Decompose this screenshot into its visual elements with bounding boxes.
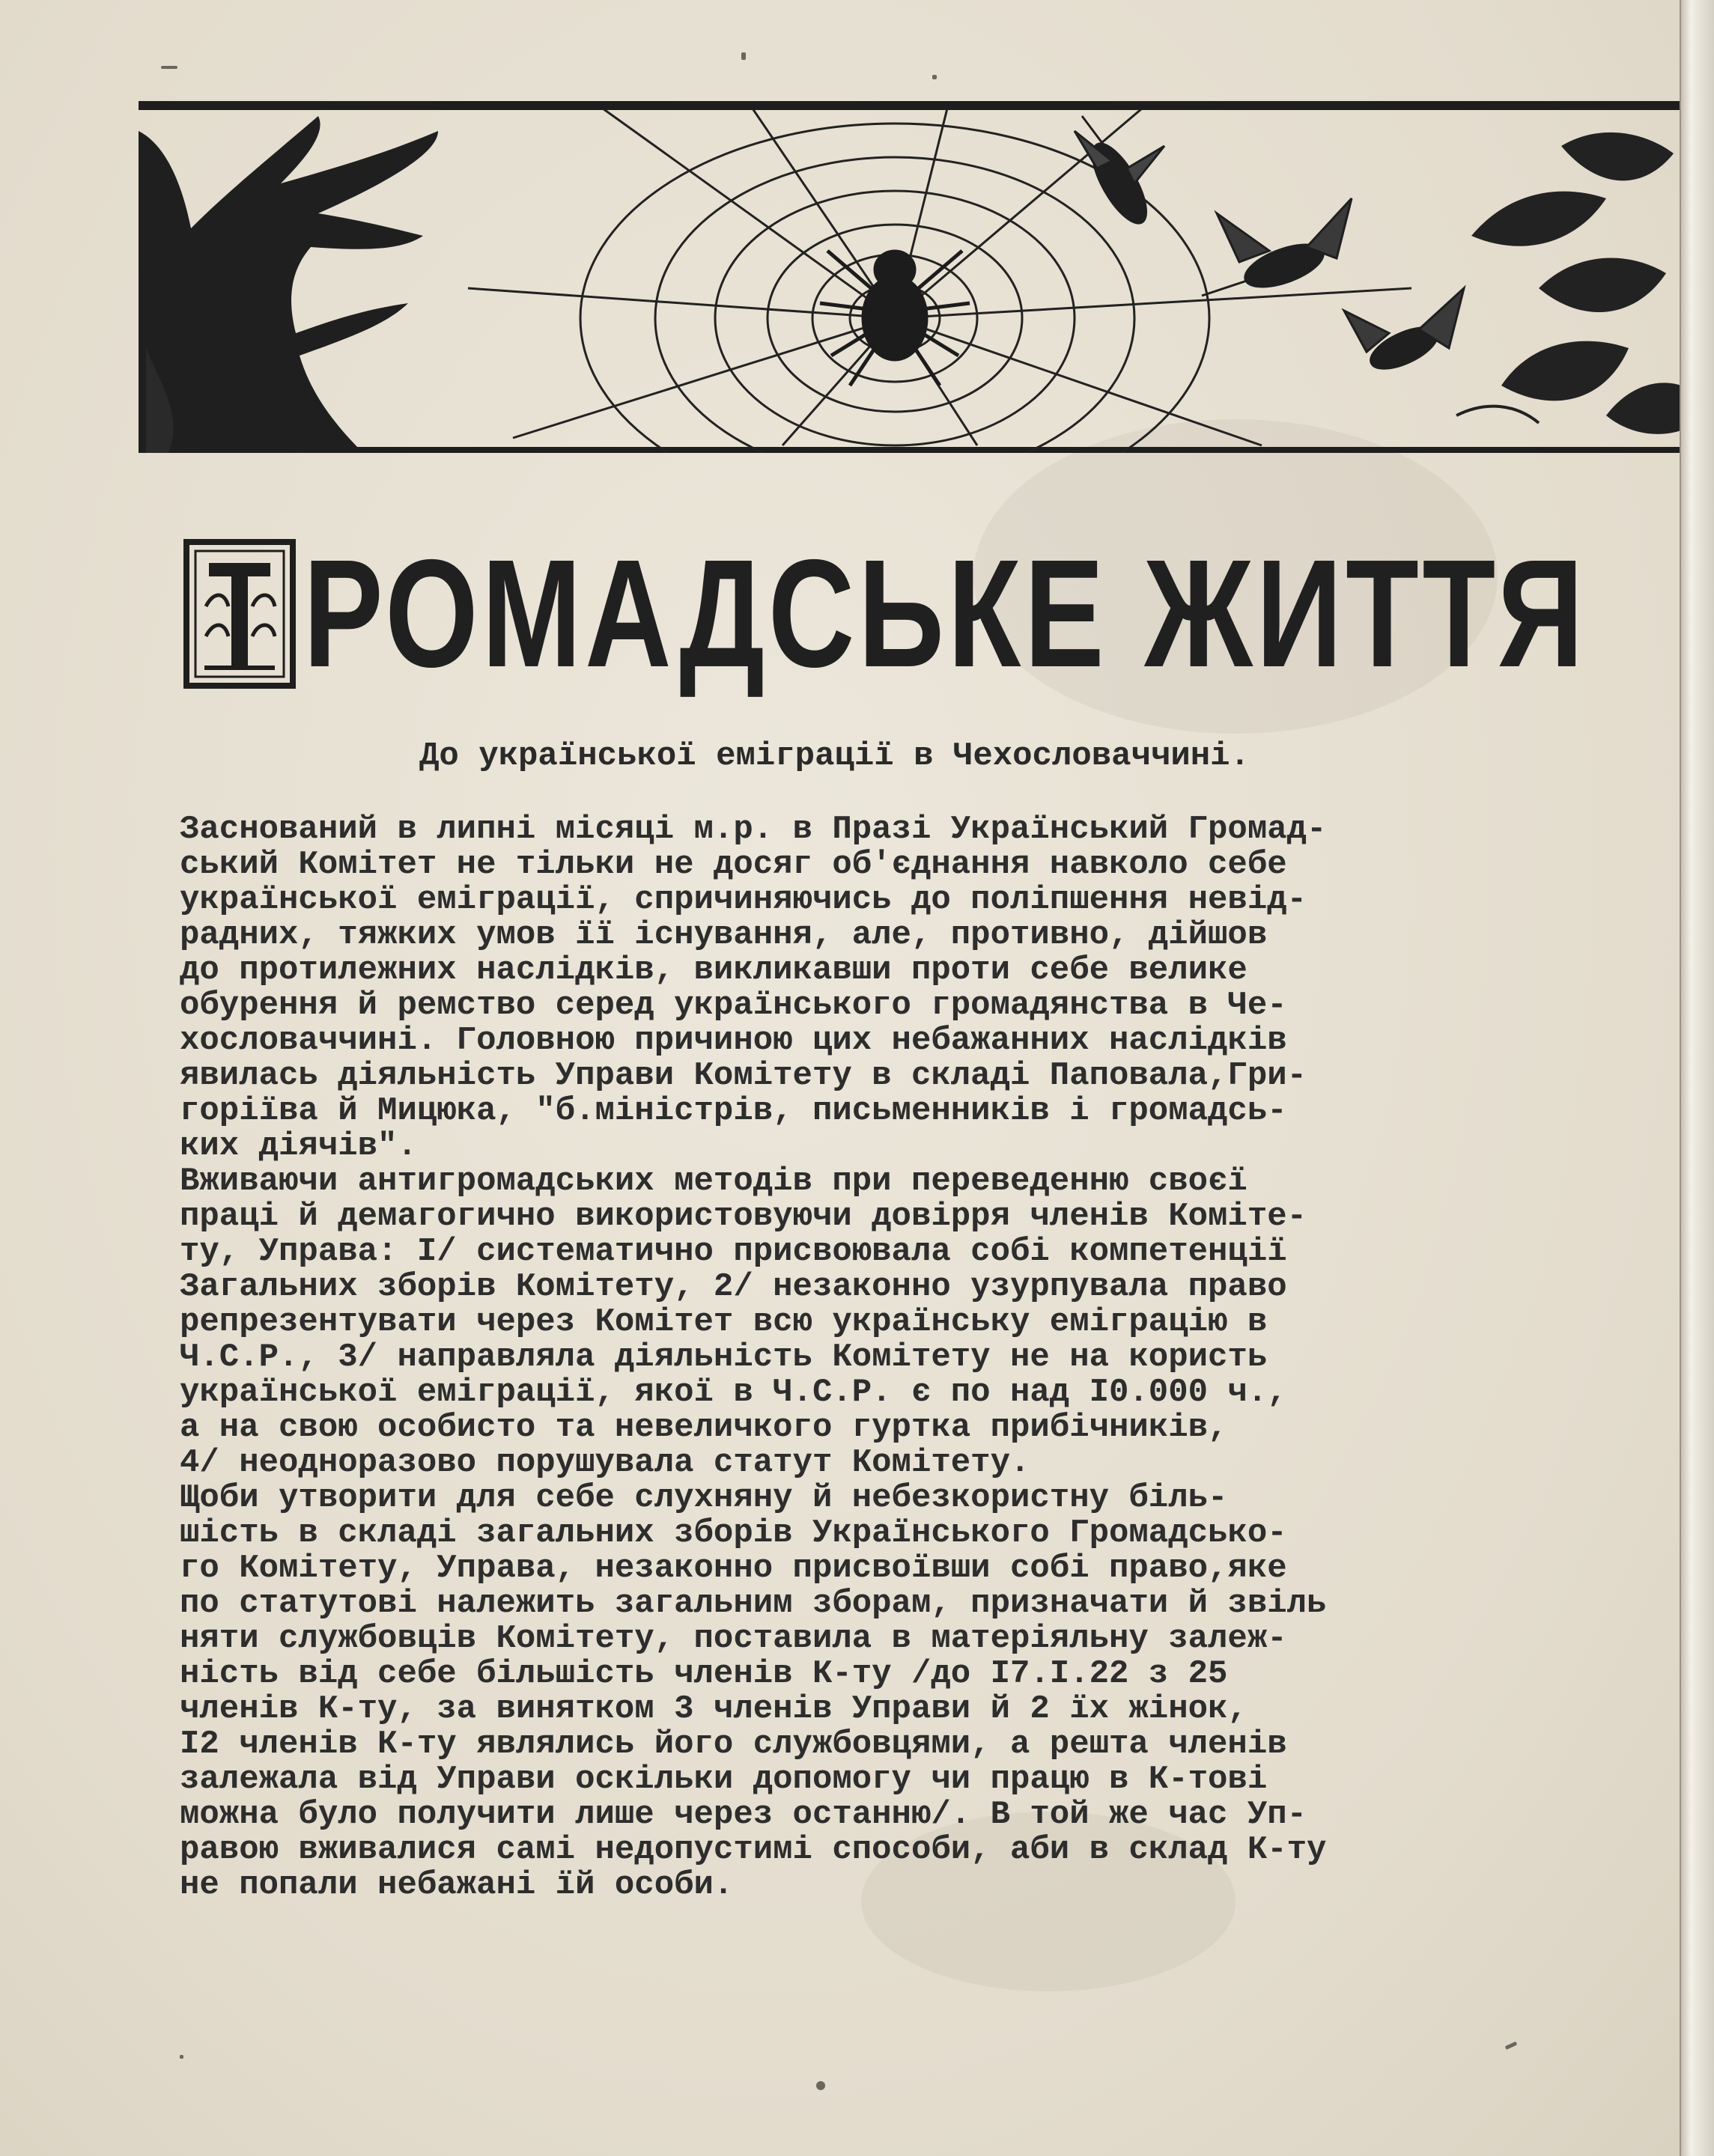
body-line: Заснований в липні місяці м.р. в Празі Український Громад-	[180, 811, 1327, 848]
bee-icon	[1202, 198, 1352, 296]
tree-branch-icon	[139, 116, 438, 453]
body-line: можна було получити лише через останню/. В той же час Уп-	[180, 1796, 1307, 1833]
book-binding-edge	[1680, 0, 1714, 2156]
ink-speck	[816, 2081, 825, 2090]
section-heading	[183, 524, 1587, 711]
body-line: ту, Управа: I/ систематично присвоювала собі компетенції	[180, 1233, 1287, 1270]
body-line: ність від себе більшість членів К-ту /до I7.I.22 з 25	[180, 1655, 1228, 1693]
body-line: обурення й ремство серед українського громадянства в Че-	[180, 987, 1287, 1024]
body-line: горіїва й Мицюка, "б.міністрів, письменників і громадсь-	[180, 1092, 1287, 1130]
body-line: праці й демагогично використовуючи довірря членів Коміте-	[180, 1198, 1307, 1235]
body-line: 4/ неодноразово порушувала статут Комітету.	[180, 1444, 1030, 1482]
body-line: української еміграції, спричиняючись до поліпшення невід-	[180, 881, 1307, 919]
illustration-top-border	[139, 101, 1681, 110]
wasp-icon	[1075, 116, 1164, 231]
body-line: шість в складі загальних зборів Українського Громадсько-	[180, 1514, 1287, 1552]
ink-speck	[161, 66, 177, 69]
leaves-icon	[1456, 133, 1681, 434]
body-line: Ч.С.Р., 3/ направляла діяльність Комітету не на користь	[180, 1339, 1268, 1376]
ink-speck	[1505, 2041, 1518, 2050]
body-line: залежала від Управи оскільки допомогу чи працю в К-тові	[180, 1761, 1268, 1798]
article-subtitle: До української еміграції в Чехословаччині.	[419, 737, 1250, 775]
body-line: до протилежних наслідків, викликавши проти себе велике	[180, 951, 1247, 989]
body-line: хословаччині. Головною причиною цих небажанних наслідків	[180, 1022, 1287, 1059]
body-line: го Комітету, Управа, незаконно присвоївши собі право,яке	[180, 1550, 1287, 1587]
spider-web-illustration	[139, 101, 1681, 453]
spider-icon	[820, 251, 970, 386]
body-line: по статутові належить загальним зборам, призначати й звіль	[180, 1585, 1327, 1622]
body-line: явилась діяльність Управи Комітету в складі Паповала,Гри-	[180, 1057, 1307, 1094]
ink-speck	[741, 52, 746, 60]
page-title: РОМАДСЬКЕ ЖИТТЯ	[303, 528, 1587, 699]
ink-speck	[932, 75, 937, 79]
ink-speck	[180, 2055, 183, 2059]
article-body	[180, 812, 1625, 1903]
body-line: Загальних зборів Комітету, 2/ незаконно узурпувала право	[180, 1268, 1287, 1306]
fly-icon	[1344, 288, 1464, 377]
body-line: няти службовців Комітету, поставила в матеріяльну залеж-	[180, 1620, 1287, 1657]
body-line: репрезентувати через Комітет всю українську еміграцію в	[180, 1303, 1268, 1341]
body-line: радних, тяжких умов її існування, але, противно, дійшов	[180, 916, 1268, 954]
illustration-bottom-border	[139, 447, 1681, 453]
body-line: членів К-ту, за винятком 3 членів Управи й 2 їх жінок,	[180, 1690, 1247, 1728]
body-line: Вживаючи антигромадських методів при переведенню своєї	[180, 1163, 1247, 1200]
body-line: української еміграції, якої в Ч.С.Р. є по над I0.000 ч.,	[180, 1374, 1287, 1411]
body-line: I2 членів К-ту являлись його службовцями, а решта членів	[180, 1726, 1287, 1763]
decorative-initial-icon	[183, 539, 296, 689]
body-line: ський Комітет не тільки не досяг об'єднання навколо себе	[180, 846, 1287, 883]
body-line: а на свою особисто та невеличкого гуртка прибічників,	[180, 1409, 1228, 1446]
body-line: Щоби утворити для себе слухняну й небезкористну біль-	[180, 1479, 1228, 1517]
body-line: не попали небажані їй особи.	[180, 1866, 734, 1904]
body-line: ких діячів".	[180, 1127, 417, 1165]
body-line: равою вживалися самі недопустимі способи, аби в склад К-ту	[180, 1831, 1327, 1869]
